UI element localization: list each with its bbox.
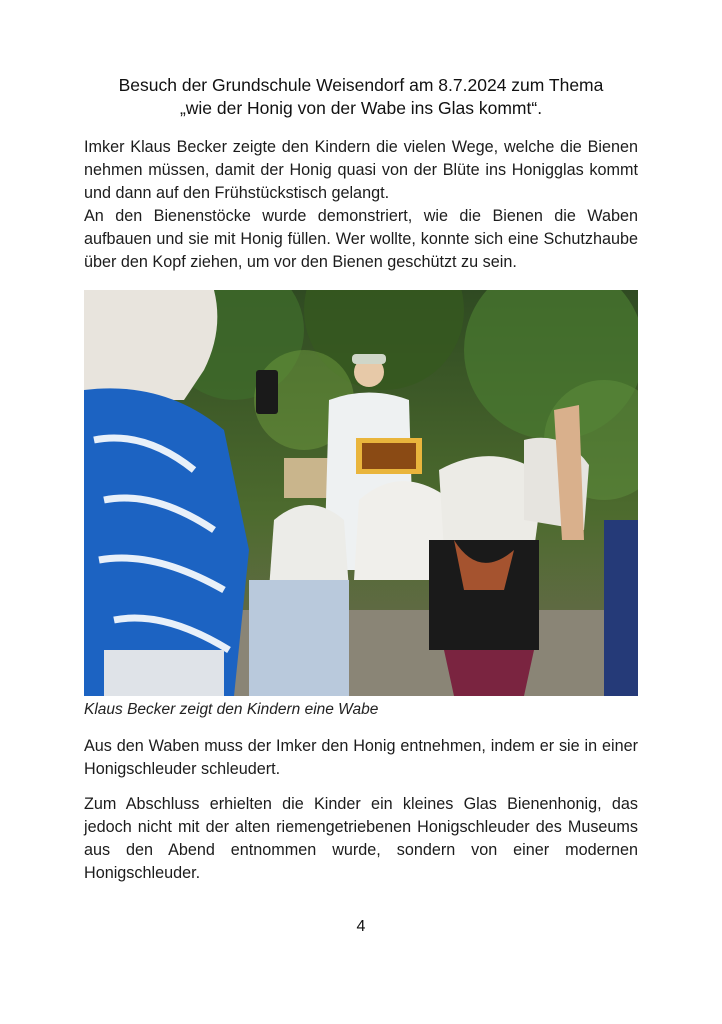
intro-paragraph: Imker Klaus Becker zeigte den Kindern die vielen Wege, welche die Bienen nehmen müssen, damit der Honig quasi von der Blüte ins Honigglas kommt und dann auf den Frühstückstisch gelangt. An den Bienenstöcke wurde demonstriert, wie die Bienen die Waben aufbauen und sie mit Honig füllen. Wer wollte, konnte sich eine Schutzhaube über den Kopf ziehen, um vor den Bienen geschützt zu sein. (84, 138, 638, 271)
extract-paragraph: Aus den Waben muss der Imker den Honig entnehmen, indem er sie in einer Honigschleuder schleudert. (84, 737, 638, 778)
photo-caption: Klaus Becker zeigt den Kindern eine Wabe (84, 701, 379, 718)
heading-line-1: Besuch der Grundschule Weisendorf am 8.7.2024 zum Thema (118, 75, 604, 95)
conclusion-paragraph: Zum Abschluss erhielten die Kinder ein kleines Glas Bienenhonig, das jedoch nicht mit der alten riemengetriebenen Honigschleuder des Museums aus den Abend entnommen wurde, sondern von einer modernen Honigschleuder. (84, 795, 638, 882)
page-heading (84, 74, 638, 120)
page-number: 4 (356, 918, 366, 935)
beekeeping-photo (84, 290, 638, 696)
heading-line-2: „wie der Honig von der Wabe ins Glas kommt“. (179, 98, 543, 118)
